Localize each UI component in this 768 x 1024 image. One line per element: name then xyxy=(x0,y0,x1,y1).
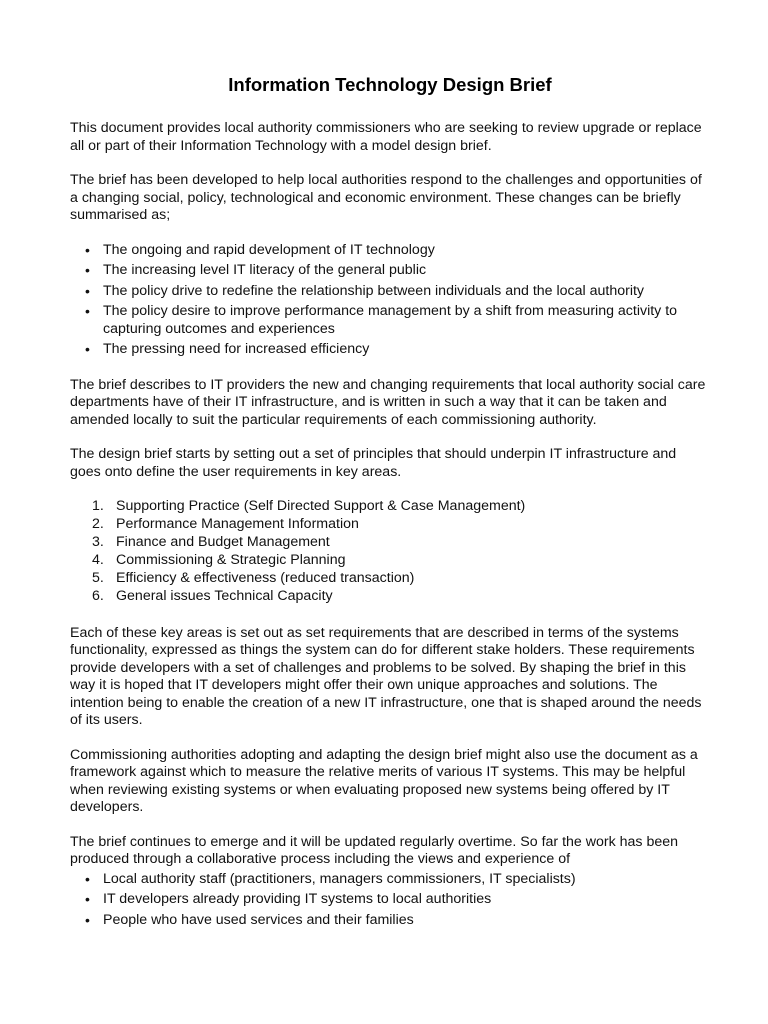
list-item-text: Supporting Practice (Self Directed Support & Case Management) xyxy=(116,498,526,514)
list-item xyxy=(70,588,710,606)
list-item: • The pressing need for increased efficiency xyxy=(70,341,710,359)
list-item-text: Finance and Budget Management xyxy=(116,534,330,550)
list-item xyxy=(70,516,710,534)
list-item: • The policy desire to improve performance management by a shift from measuring activity to capturing outcomes and experiences xyxy=(70,303,710,338)
emerging-brief-paragraph: The brief continues to emerge and it will be updated regularly overtime. So far the work has been produced through a collaborative process including the views and experience of xyxy=(70,833,679,867)
commissioning-paragraph: Commissioning authorities adopting and adapting the design brief might also use the document as a framework against which to measure the relative merits of various IT systems. This may be helpful when reviewing existing systems or when evaluating proposed new systems being offered by IT developers. xyxy=(70,746,698,815)
list-item: • The policy drive to redefine the relationship between individuals and the local authority xyxy=(70,283,710,301)
principles-paragraph: The design brief starts by setting out a set of principles that should underpin IT infrastructure and goes onto define the user requirements in key areas. xyxy=(70,446,677,480)
list-item: • People who have used services and their families xyxy=(70,912,710,930)
list-item xyxy=(70,498,710,516)
list-item-text: Performance Management Information xyxy=(116,516,359,532)
list-number: 3. xyxy=(92,534,104,550)
list-number: 1. xyxy=(92,498,104,514)
context-paragraph: The brief has been developed to help local authorities respond to the challenges and opportunities of a changing social, policy, technological and economic environment. These changes can be briefly summarised as; xyxy=(70,172,702,223)
key-areas-paragraph: Each of these key areas is set out as set requirements that are described in terms of the systems functionality, expressed as things the system can do for different stake holders. These requirements provide developers with a set of challenges and problems to be solved. By shaping the brief in this way it is hoped that IT developers might offer their own unique approaches and solutions. The intention being to enable the creation of a new IT infrastructure, one that is shaped around the needs of its users. xyxy=(70,624,702,728)
list-item: • IT developers already providing IT systems to local authorities xyxy=(70,891,710,909)
list-item xyxy=(70,534,710,552)
list-number: 2. xyxy=(92,516,104,532)
document-page xyxy=(70,74,710,932)
list-number: 4. xyxy=(92,552,104,568)
requirements-paragraph: The brief describes to IT providers the new and changing requirements that local authority social care departments have of their IT infrastructure, and is written in such a way that it can be taken and amended locally to suit the particular requirements of each commissioning authority. xyxy=(70,376,706,428)
list-item: • The ongoing and rapid development of IT technology xyxy=(70,242,710,260)
list-item xyxy=(70,570,710,588)
list-item xyxy=(70,552,710,570)
document-title: Information Technology Design Brief xyxy=(228,74,552,95)
contributors-list xyxy=(70,871,710,930)
key-areas-list xyxy=(70,498,710,606)
list-number: 6. xyxy=(92,588,104,604)
list-item-text: Commissioning & Strategic Planning xyxy=(116,552,346,568)
list-number: 5. xyxy=(92,570,104,586)
list-item: • Local authority staff (practitioners, managers commissioners, IT specialists) xyxy=(70,871,710,889)
intro-paragraph: This document provides local authority commissioners who are seeking to review upgrade or replace all or part of their Information Technology with a model design brief. xyxy=(70,120,702,154)
list-item-text: Efficiency & effectiveness (reduced transaction) xyxy=(116,570,415,586)
list-item-text: General issues Technical Capacity xyxy=(116,588,333,604)
list-item: • The increasing level IT literacy of the general public xyxy=(70,262,710,280)
changes-list xyxy=(70,242,710,359)
